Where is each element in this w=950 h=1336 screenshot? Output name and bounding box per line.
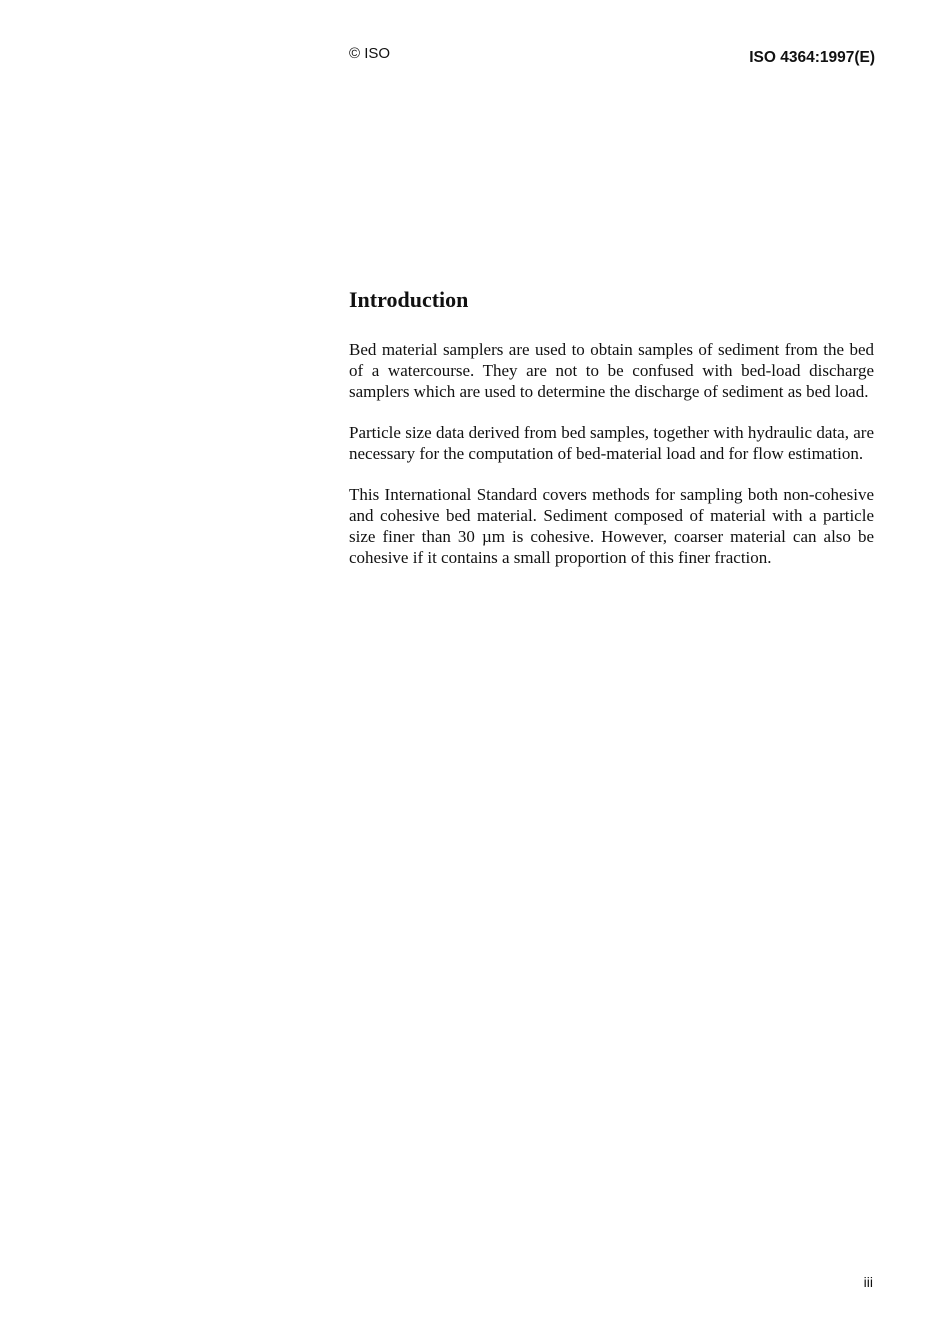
header-document-id: ISO 4364:1997(E) (749, 49, 875, 66)
section-title: Introduction (349, 287, 469, 312)
header-copyright: © ISO (349, 45, 391, 62)
paragraph-scope: This International Standard covers methods for sampling both non-cohesive and cohesive bed material. Sediment composed of material with a particle size finer than 30 µm is cohesive. However, coarser material can also be cohesive if it contains a small proportion of this finer fraction. (349, 485, 874, 567)
page-number: iii (863, 1274, 873, 1290)
introduction-section (349, 287, 874, 588)
paragraph-particle-size: Particle size data derived from bed samples, together with hydraulic data, are necessary for the computation of bed-material load and for flow estimation. (349, 423, 874, 463)
paragraph-samplers: Bed material samplers are used to obtain samples of sediment from the bed of a watercourse. They are not to be confused with bed-load discharge samplers which are used to determine the discharge of sediment as bed load. (349, 340, 874, 401)
